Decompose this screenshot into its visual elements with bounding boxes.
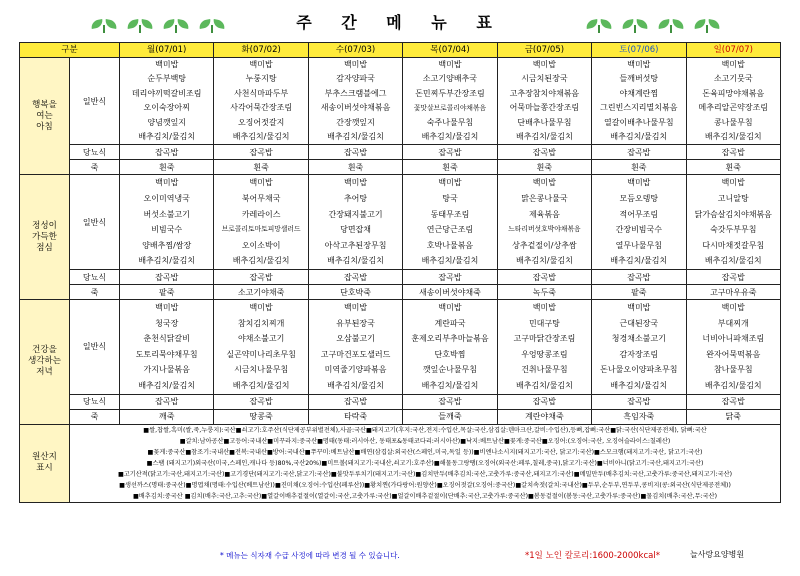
porridge-cell: 새송이버섯야채죽 — [403, 285, 497, 300]
sprout-decoration-right — [585, 18, 721, 34]
menu-item: 데리야끼떡갈비조림 — [131, 88, 202, 98]
menu-item: 상추겉절이/상추쌈 — [512, 240, 577, 250]
diabetic-label: 당뇨식 — [70, 394, 120, 409]
meal-name-part: 생각하는 — [28, 356, 61, 367]
menu-item: 배추김치/물김치 — [232, 256, 290, 266]
origin-text — [70, 424, 781, 502]
menu-item: 고추장참치야채볶음 — [509, 88, 580, 98]
menu-item: 고니알탕 — [717, 194, 749, 204]
menu-item: 소고기뭇국 — [713, 74, 753, 84]
header-day-sat: 토(07/06) — [592, 43, 686, 58]
porridge-cell: 녹두죽 — [497, 285, 591, 300]
menu-item: 백미밥 — [627, 178, 651, 188]
porridge-cell: 소고기야채죽 — [214, 285, 308, 300]
porridge-cell: 팥죽 — [592, 285, 686, 300]
menu-item: 배추김치/물김치 — [516, 256, 573, 266]
menu-item: 부추스크램블에그 — [324, 88, 387, 98]
menu-cell — [214, 58, 308, 145]
menu-item: 백미밥 — [532, 60, 556, 69]
menu-item: 다시마채젓갈무침 — [702, 240, 765, 250]
menu-item: 춘천식닭갈비 — [143, 334, 190, 344]
menu-item: 연근당근조림 — [426, 225, 474, 235]
diabetic-cell: 잡곡밥 — [686, 145, 780, 160]
header-day-mon: 월(07/01) — [120, 43, 214, 58]
menu-cell — [214, 175, 308, 270]
menu-item: 완자어묵떡볶음 — [706, 349, 761, 359]
header-day-fri: 금(07/05) — [497, 43, 591, 58]
menu-item: 배추김치/물김치 — [421, 380, 479, 390]
menu-item: 메추리알곤약장조림 — [698, 103, 769, 113]
porridge-cell: 타락죽 — [308, 409, 402, 424]
menu-item: 모듬오뎅탕 — [619, 194, 659, 204]
menu-item: 간장돼지불고기 — [328, 209, 383, 219]
menu-item: 백미밥 — [155, 60, 179, 69]
menu-item: 숙갓두부무침 — [710, 225, 757, 235]
diabetic-cell: 잡곡밥 — [403, 145, 497, 160]
menu-item: 백미밥 — [438, 303, 462, 312]
menu-item: 들깨버섯탕 — [619, 74, 659, 84]
menu-item: 백미밥 — [343, 178, 368, 188]
menu-item: 청경채소불고기 — [611, 334, 666, 344]
meal-name-part: 행복을 — [32, 99, 57, 110]
menu-item: 백미밥 — [721, 178, 745, 188]
menu-item: 백미밥 — [627, 60, 651, 69]
menu-cell — [592, 175, 686, 270]
diabetic-cell: 잡곡밥 — [308, 145, 402, 160]
menu-item: 배추김치/물김치 — [327, 380, 384, 390]
menu-item: 배추김치/물김치 — [327, 256, 384, 266]
menu-cell — [497, 58, 591, 145]
sprout-icon — [162, 18, 190, 34]
menu-item: 백미밥 — [532, 303, 556, 312]
menu-cell — [214, 300, 308, 395]
porridge-label: 죽 — [70, 409, 120, 424]
menu-item: 배추김치/물김치 — [516, 132, 573, 142]
meal-porridge-row — [20, 409, 781, 424]
menu-item: 양배추찜/쌈장 — [142, 240, 192, 250]
sprout-icon — [585, 18, 613, 34]
page-title: 주 간 메 뉴 표 — [296, 13, 504, 32]
meal-diabetic-row — [20, 394, 781, 409]
diabetic-label: 당뇨식 — [70, 270, 120, 285]
menu-item: 부대찌개 — [717, 318, 749, 328]
meal-general-row — [20, 58, 781, 145]
menu-item: 숙주나물무침 — [426, 117, 474, 127]
origin-label-part: 표시 — [36, 463, 53, 474]
diabetic-cell: 잡곡밥 — [214, 270, 308, 285]
menu-cell — [403, 300, 497, 395]
menu-cell — [120, 175, 214, 270]
menu-cell — [120, 58, 214, 145]
menu-item: 오삼불고기 — [336, 334, 375, 344]
menu-item: 오징어젓갈지 — [237, 117, 285, 127]
menu-item: 배추김치/물김치 — [704, 256, 762, 266]
menu-item: 북어무채국 — [241, 194, 281, 204]
origin-line: ■배추김치:중국산 ■김치(배추:국산,고추:국산)■열갈이배추겉절이(열갈이:국산,고춧가루:국산)■얼갈이배추겉절이(단배추:국산,고춧가루:중국산)■봄동겉절이(봄동:국산,고춧가루:중국산)■물김치(배추:국산,무:국산) — [132, 492, 718, 500]
weekly-menu-table — [19, 42, 781, 503]
menu-item: 백미밥 — [627, 303, 651, 312]
menu-item: 오이미역냉국 — [143, 194, 190, 204]
menu-item: 그린빈스지리멸치볶음 — [600, 103, 678, 113]
menu-item: 배추김치/물김치 — [610, 380, 668, 390]
menu-item: 고구마닭간장조림 — [513, 334, 576, 344]
menu-item: 백미밥 — [155, 178, 179, 188]
origin-line: ■쌀,찹쌀,흑미(쌀,죽,누룽지):국산■쇠고기:호주산(식단제공부위별전체),사골:국산■돼지고기(후지:국산,전지:수입산,목살:국산,삼겹살:덴마크산,갈비:수입산),등뼈,잡뼈:국산■닭:국산(식단제공전체), 닭뼈:국산 — [143, 426, 707, 434]
general-label: 일반식 — [70, 300, 120, 395]
diabetic-label: 당뇨식 — [70, 145, 120, 160]
menu-item: 사각어묵간장조림 — [230, 103, 293, 113]
menu-item: 간장비빔국수 — [615, 225, 662, 235]
menu-item: 배추김치/물김치 — [138, 132, 196, 142]
meal-name-part: 여는 — [36, 110, 53, 121]
menu-item: 느타리버섯호박야채볶음 — [508, 225, 581, 234]
meal-diabetic-row — [20, 145, 781, 160]
menu-item: 참치김치찌개 — [237, 318, 285, 328]
menu-item: 유부된장국 — [336, 318, 375, 328]
menu-item: 추어탕 — [343, 194, 368, 204]
porridge-cell: 흰죽 — [214, 160, 308, 175]
menu-item: 닭가슴살김치야채볶음 — [694, 209, 772, 219]
menu-item: 근대된장국 — [619, 318, 659, 328]
porridge-cell: 흰죽 — [308, 160, 402, 175]
menu-item: 꽃맛살브로콜리야채볶음 — [413, 104, 487, 113]
diabetic-cell: 잡곡밥 — [120, 145, 214, 160]
porridge-cell: 단호박죽 — [308, 285, 402, 300]
menu-item: 백미밥 — [438, 178, 462, 188]
sprout-decoration-left — [90, 18, 226, 34]
porridge-cell: 땅콩죽 — [214, 409, 308, 424]
porridge-cell: 흰죽 — [497, 160, 591, 175]
header-day-tue: 화(07/02) — [214, 43, 308, 58]
diabetic-cell: 잡곡밥 — [592, 145, 686, 160]
porridge-cell: 깨죽 — [120, 409, 214, 424]
porridge-cell: 닭죽 — [686, 409, 780, 424]
menu-item: 배추김치/물김치 — [704, 380, 762, 390]
menu-item: 백미밥 — [155, 303, 179, 312]
menu-item: 열무나물무침 — [615, 240, 662, 250]
menu-cell — [686, 300, 780, 395]
menu-cell — [497, 175, 591, 270]
menu-item: 배추김치/물김치 — [327, 132, 384, 142]
menu-item: 배추김치/물김치 — [232, 380, 290, 390]
menu-item: 백미밥 — [721, 303, 745, 312]
porridge-cell: 흰죽 — [686, 160, 780, 175]
menu-item: 양념깻잎지 — [147, 117, 187, 127]
meal-name-part: 건강을 — [32, 345, 57, 356]
hospital-name: 늘사랑요양병원 — [690, 550, 745, 559]
menu-item: 브로콜리토마토피망샐러드 — [221, 225, 301, 234]
porridge-cell: 계란야채죽 — [497, 409, 591, 424]
menu-item: 배추김치/물김치 — [610, 132, 668, 142]
origin-line: ■고기산적(닭고기:국산,돼지고기:국산)■고기경단(돼지고기:국산,닭고기:국산)■불맛두루치기(돼지고기:국산)■김치만두(배추김치:국산,고춧가루:중국산,돼지고기:국산)■메밀만두(배추김치:국산,고춧가루:중국산,돼지고기:국산) — [117, 470, 733, 478]
menu-item: 누룽지탕 — [245, 74, 277, 84]
header-day-sun: 일(07/07) — [686, 43, 780, 58]
diabetic-cell: 잡곡밥 — [686, 394, 780, 409]
diabetic-cell: 잡곡밥 — [120, 394, 214, 409]
menu-item: 제육볶음 — [528, 209, 560, 219]
menu-item: 참나물무침 — [713, 365, 753, 375]
menu-item: 단호박찜 — [434, 349, 466, 359]
meal-name-part: 저녁 — [36, 367, 53, 378]
menu-item: 동태무조림 — [430, 209, 470, 219]
sprout-icon — [198, 18, 226, 34]
menu-item: 배추김치/물김치 — [138, 256, 196, 266]
menu-cell — [403, 175, 497, 270]
sprout-icon — [657, 18, 685, 34]
menu-cell — [592, 58, 686, 145]
menu-item: 백미밥 — [249, 60, 273, 69]
origin-line: ■갈치:남아공산■고등어:국내산■미꾸라지:중국산■명태(동태:러시아산, 동태포&동태코다리:러시아산)■낙지:베트남산■꽃게:중국산■오징어:(오징어:국산, 오징어슬라이스:칠레산) — [179, 437, 671, 445]
diabetic-cell: 잡곡밥 — [497, 394, 591, 409]
menu-item: 호박나물볶음 — [426, 240, 474, 250]
menu-item: 돈육피망야채볶음 — [702, 88, 765, 98]
meal-name-part: 점심 — [36, 242, 53, 253]
menu-item: 감자장조림 — [619, 349, 659, 359]
menu-item: 야채계란찜 — [619, 88, 659, 98]
menu-item: 백미밥 — [249, 303, 273, 312]
diabetic-cell: 잡곡밥 — [308, 394, 402, 409]
menu-item: 가지나물볶음 — [143, 365, 190, 375]
porridge-cell: 흰죽 — [403, 160, 497, 175]
menu-item: 도토리묵야채무침 — [135, 349, 198, 359]
menu-cell — [120, 300, 214, 395]
menu-item: 건취나물무침 — [521, 365, 568, 375]
diabetic-cell: 잡곡밥 — [592, 270, 686, 285]
menu-item: 카레라이스 — [241, 209, 281, 219]
meal-general-row — [20, 175, 781, 270]
menu-item: 백미밥 — [532, 178, 556, 188]
porridge-cell: 팥죽 — [120, 285, 214, 300]
menu-item: 훈제오리부추마늘볶음 — [411, 334, 489, 344]
menu-item: 감자양파국 — [336, 74, 375, 84]
menu-item: 사천식마파두부 — [234, 88, 289, 98]
menu-item: 백미밥 — [438, 60, 462, 69]
menu-item: 배추김치/물김치 — [704, 132, 762, 142]
menu-cell — [308, 58, 402, 145]
menu-item: 적어무조림 — [619, 209, 659, 219]
meal-name-part: 가득한 — [32, 231, 57, 242]
menu-cell — [592, 300, 686, 395]
sprout-icon — [621, 18, 649, 34]
menu-item: 깻잎순나물무침 — [422, 365, 478, 375]
menu-item: 미역줄기양파볶음 — [324, 365, 387, 375]
header-day-thu: 목(07/04) — [403, 43, 497, 58]
menu-item: 배추김치/물김치 — [516, 380, 573, 390]
sprout-icon — [90, 18, 118, 34]
meal-general-row — [20, 300, 781, 395]
menu-item: 맑은콩나물국 — [521, 194, 568, 204]
origin-label-part: 원산지 — [32, 452, 57, 463]
menu-item: 비빔국수 — [151, 225, 183, 235]
diabetic-cell: 잡곡밥 — [120, 270, 214, 285]
calorie-note: *1일 노인 칼로리:1600-2000kcal* — [525, 551, 660, 561]
diabetic-cell: 잡곡밥 — [308, 270, 402, 285]
menu-item: 오이숙장아찌 — [143, 103, 190, 113]
menu-item: 고구마건포도샐러드 — [320, 349, 391, 359]
diabetic-cell: 잡곡밥 — [497, 270, 591, 285]
menu-item: 우엉땅콩조림 — [521, 349, 568, 359]
menu-item: 콩나물무침 — [713, 117, 753, 127]
origin-line: ■스팸 (돼지고기)외국산(미국,스페인,캐나다 등)80%,국산20%)■미트볼(돼지고기:국내산,쇠고기:호주산)■해물동그랑땡(오징어(외국산:페루,칠레,중국),닭고기:국산)■너비아니(닭고기:국산,돼지고기:국산) — [146, 459, 704, 467]
menu-item: 어묵마늘쫑간장조림 — [509, 103, 580, 113]
origin-line: ■꽃게:중국산■참조기:국내산■전복:국내산■방어:국내산■쭈꾸미:베트남산■배연(삼겹살:외국산(스페인,미국,독일 등))■비엔나소시지(돼지고기:국산, 닭고기:국산)■스모크햄(돼지고기:국산, 닭고기:국산) — [147, 448, 703, 456]
meal-porridge-row — [20, 285, 781, 300]
menu-item: 너비아니파채조림 — [702, 334, 765, 344]
menu-cell — [497, 300, 591, 395]
meal-name — [20, 58, 70, 175]
menu-item: 백미밥 — [249, 178, 273, 188]
diabetic-cell: 잡곡밥 — [403, 394, 497, 409]
sprout-icon — [693, 18, 721, 34]
menu-item: 간장깻잎지 — [336, 117, 375, 127]
menu-item: 배추김치/물김치 — [610, 256, 668, 266]
general-label: 일반식 — [70, 58, 120, 145]
menu-item: 새송이버섯야채볶음 — [320, 103, 391, 113]
menu-item: 시금치나물무침 — [234, 365, 289, 375]
porridge-cell: 들깨죽 — [403, 409, 497, 424]
menu-item: 버섯소불고기 — [143, 209, 190, 219]
menu-cell — [686, 58, 780, 145]
sprout-icon — [126, 18, 154, 34]
porridge-cell: 흰죽 — [120, 160, 214, 175]
meal-name-part: 정성이 — [32, 220, 57, 231]
diabetic-cell: 잡곡밥 — [214, 145, 308, 160]
menu-item: 순두부백탕 — [147, 74, 187, 84]
porridge-label: 죽 — [70, 285, 120, 300]
meal-diabetic-row — [20, 270, 781, 285]
menu-item: 배추김치/물김치 — [421, 256, 479, 266]
origin-label — [20, 424, 70, 502]
general-label: 일반식 — [70, 175, 120, 270]
diabetic-cell: 잡곡밥 — [497, 145, 591, 160]
meal-porridge-row — [20, 160, 781, 175]
menu-item: 시금치된장국 — [521, 74, 568, 84]
menu-cell — [308, 175, 402, 270]
menu-item: 소고기양배추국 — [422, 74, 478, 84]
menu-item: 돈나물오이양파초무침 — [600, 365, 678, 375]
diabetic-cell: 잡곡밥 — [403, 270, 497, 285]
menu-item: 백미밥 — [343, 303, 368, 312]
porridge-cell: 흑임자죽 — [592, 409, 686, 424]
diabetic-cell: 잡곡밥 — [214, 394, 308, 409]
menu-item: 배추김치/물김치 — [421, 132, 479, 142]
header-row — [20, 43, 781, 58]
menu-cell — [308, 300, 402, 395]
porridge-label: 죽 — [70, 160, 120, 175]
porridge-cell: 고구마우유죽 — [686, 285, 780, 300]
menu-item: 배추김치/물김치 — [232, 132, 290, 142]
menu-item: 열갈이배추나물무침 — [604, 117, 674, 127]
menu-item: 실곤약미나리초무침 — [226, 349, 296, 359]
diabetic-cell: 잡곡밥 — [592, 394, 686, 409]
menu-item: 배추김치/물김치 — [138, 380, 196, 390]
menu-item: 탕국 — [442, 194, 458, 204]
porridge-cell: 흰죽 — [592, 160, 686, 175]
menu-item: 당면잡채 — [340, 225, 372, 235]
menu-item: 민대구탕 — [528, 318, 560, 328]
meal-name-part: 아침 — [36, 121, 53, 132]
header-category: 구분 — [20, 43, 120, 58]
menu-item: 아삭고추된장무침 — [324, 240, 387, 250]
meal-name — [20, 300, 70, 425]
origin-row — [20, 424, 781, 502]
menu-item: 청국장 — [155, 318, 179, 328]
menu-item: 돈민찌두부간장조림 — [415, 88, 485, 98]
menu-item: 계란파국 — [434, 318, 466, 328]
meal-name — [20, 175, 70, 300]
menu-item: 단배추나물무침 — [517, 117, 572, 127]
origin-line: ■생선까스(명태:중국산)■명엽채(명태:수입산(베트남산))■진미채(오징어:수입산(페루산))■황치찐(가다랑어:원양산)■오징어젓갈(오징어:중국산)■갈치속젓(갈치:국내산)■두부,순두부,연두부,콩비지(콩:외국산(식단제공전체)) — [119, 481, 731, 489]
header-day-wed: 수(07/03) — [308, 43, 402, 58]
menu-cell — [403, 58, 497, 145]
footnote: * 메뉴는 식자재 수급 사정에 따라 변경 될 수 있습니다. — [220, 551, 400, 560]
menu-item: 백미밥 — [343, 60, 368, 69]
diabetic-cell: 잡곡밥 — [686, 270, 780, 285]
menu-cell — [686, 175, 780, 270]
menu-item: 오이소박이 — [241, 240, 281, 250]
menu-item: 야채소불고기 — [237, 334, 285, 344]
menu-item: 백미밥 — [721, 60, 745, 69]
